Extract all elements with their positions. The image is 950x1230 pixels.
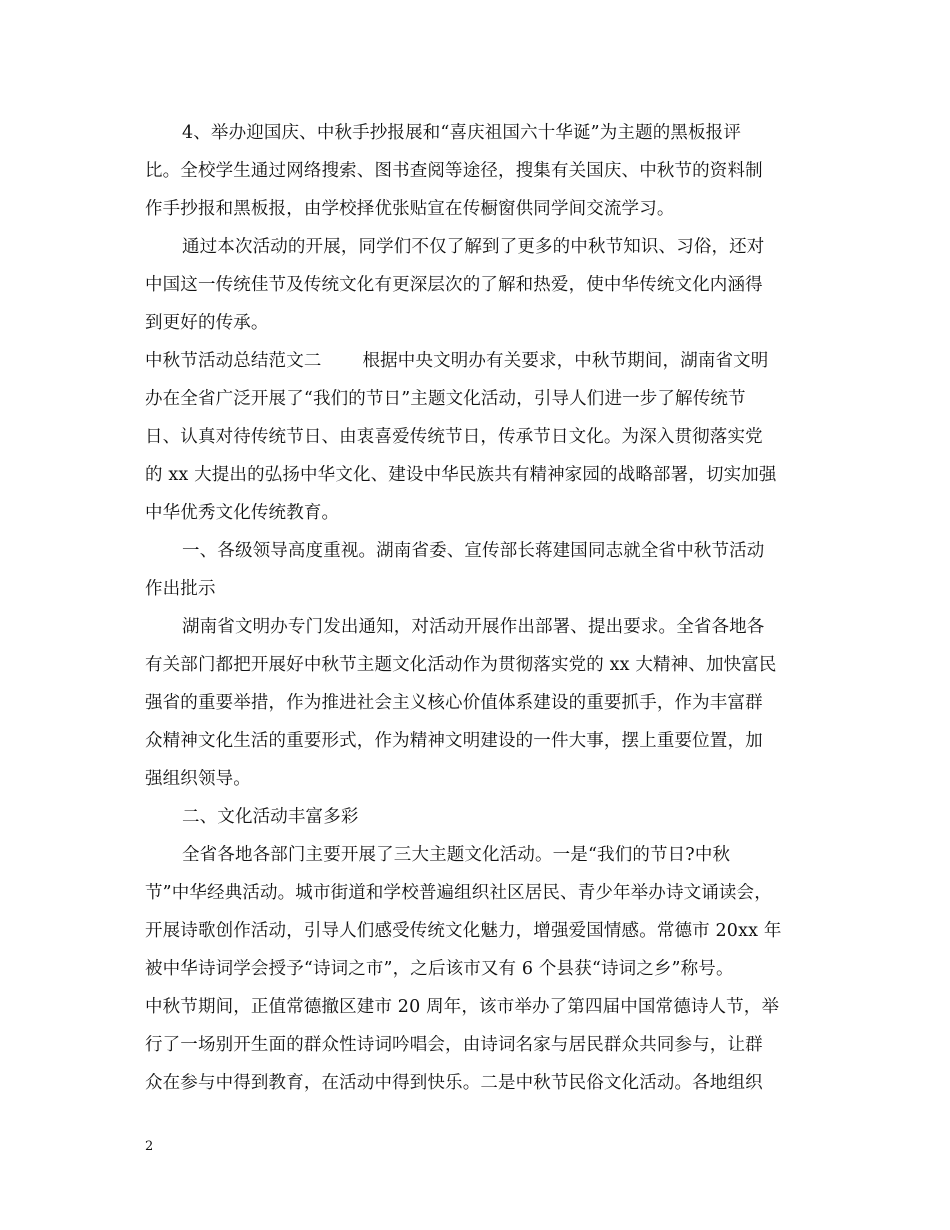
text-line: 中华优秀文化传统教育。 xyxy=(145,503,340,523)
text-line: 强省的重要举措，作为推进社会主义核心价值体系建设的重要抓手，作为丰富群 xyxy=(145,693,763,713)
text-line: 被中华诗词学会授予“诗词之市”，之后该市又有 6 个县获“诗词之乡”称号。 xyxy=(145,959,734,979)
text-line: 全省各地各部门主要开展了三大主题文化活动。一是“我们的节日?中秋 xyxy=(182,845,731,865)
text-line: 中秋节期间，正值常德撤区建市 20 周年，该市举办了第四届中国常德诗人节，举 xyxy=(145,997,780,1017)
text-line: 到更好的传承。 xyxy=(145,313,269,333)
text-line: 一、各级领导高度重视。湖南省委、宣传部长蒋建国同志就全省中秋节活动 xyxy=(182,541,765,561)
text-line: 中国这一传统佳节及传统文化有更深层次的了解和热爱，使中华传统文化内涵得 xyxy=(145,275,763,295)
text-line: 比。全校学生通过网络搜索、图书查阅等途径，搜集有关国庆、中秋节的资料制 xyxy=(145,161,763,181)
text-line: 作出批示 xyxy=(145,579,216,599)
text-line: 作手抄报和黑板报，由学校择优张贴宣在传橱窗供同学间交流学习。 xyxy=(145,199,675,219)
text-line: 湖南省文明办专门发出通知，对活动开展作出部署、提出要求。全省各地各 xyxy=(182,617,765,637)
text-line: 行了一场别开生面的群众性诗词吟唱会，由诗词名家与居民群众共同参与，让群 xyxy=(145,1035,763,1055)
text-line: 通过本次活动的开展，同学们不仅了解到了更多的中秋节知识、习俗，还对 xyxy=(182,237,765,257)
text-line: 办在全省广泛开展了“我们的节日”主题文化活动，引导人们进一步了解传统节 xyxy=(145,389,746,409)
text-line: 众在参与中得到教育，在活动中得到快乐。二是中秋节民俗文化活动。各地组织 xyxy=(145,1073,763,1093)
text-line: 开展诗歌创作活动，引导人们感受传统文化魅力，增强爱国情感。常德市 20xx 年 xyxy=(145,921,782,941)
text-line: 的 xx 大提出的弘扬中华文化、建设中华民族共有精神家园的战略部署，切实加强 xyxy=(145,465,777,485)
page-number: 2 xyxy=(145,1139,154,1154)
section-heading-line: 二、文化活动丰富多彩 xyxy=(182,807,359,827)
text-line: 强组织领导。 xyxy=(145,769,251,789)
text-line: 有关部门都把开展好中秋节主题文化活动作为贯彻落实党的 xx 大精神、加快富民 xyxy=(145,655,777,675)
text-line: 节”中华经典活动。城市街道和学校普遍组织社区居民、青少年举办诗文诵读会， xyxy=(145,883,772,903)
section-heading-line: 中秋节活动总结范文二 根据中央文明办有关要求，中秋节期间，湖南省文明 xyxy=(145,351,769,371)
text-line: 4、举办迎国庆、中秋手抄报展和“喜庆祖国六十华诞”为主题的黑板报评 xyxy=(182,123,741,143)
text-line: 众精神文化生活的重要形式，作为精神文明建设的一件大事，摆上重要位置，加 xyxy=(145,731,763,751)
text-line: 日、认真对待传统节日、由衷喜爱传统节日，传承节日文化。为深入贯彻落实党 xyxy=(145,427,763,447)
